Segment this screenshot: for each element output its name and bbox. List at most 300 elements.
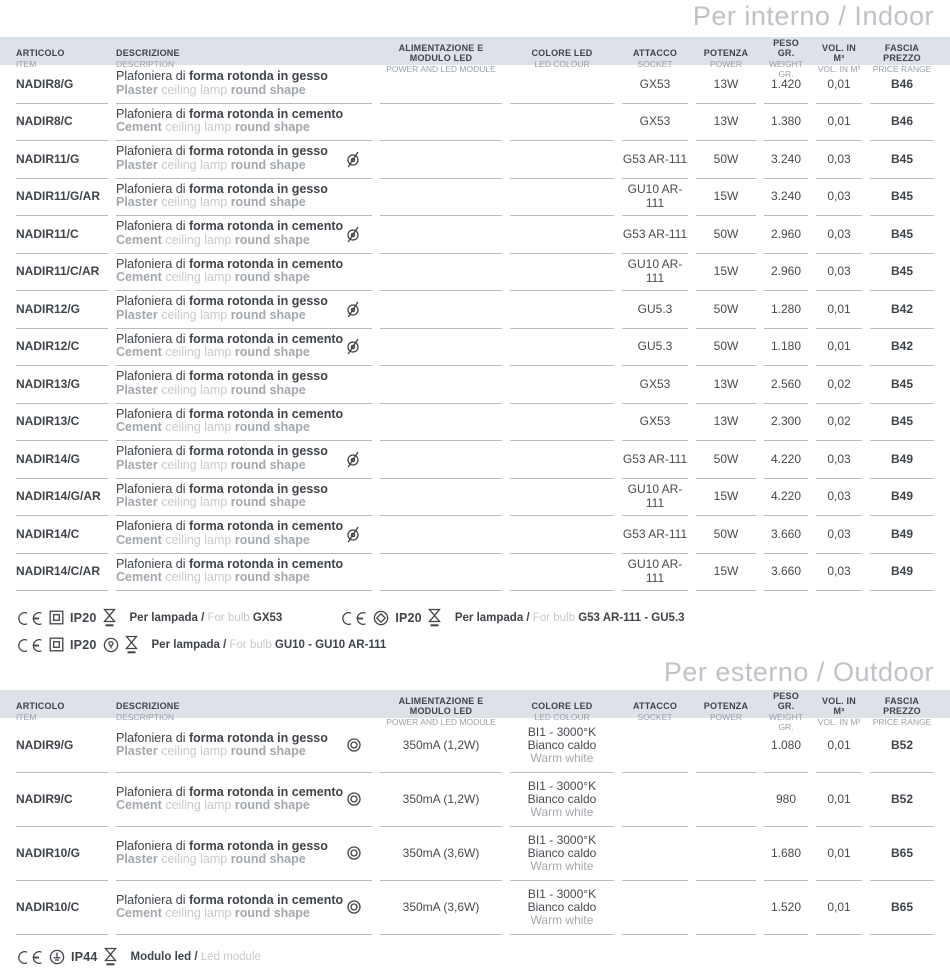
description-en: [116, 346, 343, 360]
socket-cell: GU5.3: [622, 328, 688, 367]
led-colour-cell: [510, 65, 614, 104]
volume-cell: 0,03: [816, 478, 862, 517]
description-en-type: ceiling lamp: [161, 195, 228, 210]
column-label-it: ARTICOLO: [16, 701, 65, 711]
lamp-symbol-icon: [103, 637, 119, 653]
description-it-regular: Plafoniera di: [116, 406, 186, 421]
description-it-bold: forma rotonda in cemento: [188, 784, 344, 799]
led-colour-en: Warm white: [530, 804, 594, 819]
column-label-en: WEIGHT GR.: [769, 59, 803, 79]
volume-cell: 0,01: [816, 103, 862, 142]
column-label-en: LED COLOUR: [534, 712, 590, 722]
description-it: [116, 333, 343, 347]
column-label-it: ALIMENTAZIONE E MODULO LED: [398, 43, 484, 63]
description-en-type: ceiling lamp: [161, 457, 228, 472]
description-en-material: Plaster: [116, 382, 158, 397]
description-en-type: ceiling lamp: [161, 495, 228, 510]
hourglass-icon: [428, 608, 441, 627]
led-colour-cell: [510, 140, 614, 179]
column-label-it: DESCRIZIONE: [116, 701, 180, 711]
description-en-shape: round shape: [234, 420, 310, 435]
description-en-material: Plaster: [116, 852, 158, 866]
led-colour-it: Bianco caldo: [527, 899, 597, 914]
led-colour-code: BI1 - 3000°K: [527, 886, 597, 901]
description-it-regular: Plafoniera di: [116, 444, 186, 459]
power-module-cell: [380, 103, 502, 142]
class-ii-insulation-icon: [49, 637, 64, 652]
socket-cell: G53 AR-111: [622, 140, 688, 179]
power-cell: [696, 772, 756, 827]
description-cell: [116, 328, 372, 367]
power-module-cell: [380, 365, 502, 404]
power-module-cell: [380, 328, 502, 367]
article-code: NADIR12/C: [16, 328, 108, 367]
volume-cell: 0,02: [816, 365, 862, 404]
power-module-cell: [380, 515, 502, 554]
footnote-label-it: Per lampada /: [454, 611, 530, 624]
column-label-it: POTENZA: [703, 48, 749, 58]
description-it-regular: Plafoniera di: [116, 144, 186, 159]
description-en-material: Plaster: [116, 495, 158, 510]
hourglass-icon: [104, 947, 117, 966]
led-colour-cell: [510, 880, 614, 935]
description-it: [116, 483, 328, 497]
description-en: [116, 745, 328, 759]
column-label-it: DESCRIZIONE: [116, 48, 180, 58]
bulb-not-included-icon: [344, 525, 362, 543]
power-module-cell: [380, 215, 502, 254]
table-row: [0, 478, 950, 516]
description-en-material: Plaster: [116, 307, 158, 322]
hourglass-icon: [125, 635, 138, 654]
description-it-bold: forma rotonda in gesso: [188, 369, 328, 384]
led-colour-cell: [510, 365, 614, 404]
weight-cell: 2.560: [764, 365, 808, 404]
description-en-material: Cement: [116, 232, 162, 247]
description-en-shape: round shape: [230, 195, 306, 210]
table-row: [0, 253, 950, 291]
description-en-type: ceiling lamp: [165, 798, 232, 812]
socket-cell: G53 AR-111: [622, 215, 688, 254]
article-code: NADIR9/C: [16, 772, 108, 827]
description-cell: [116, 718, 372, 773]
footnote-text: [130, 612, 283, 624]
diamond-circle-icon: [373, 610, 389, 626]
column-label-en: SOCKET: [637, 712, 673, 722]
footnote-bulb-value: GX53: [249, 611, 283, 624]
description-text: [116, 145, 328, 172]
led-colour-en: Warm white: [530, 858, 594, 873]
description-en-material: Cement: [116, 570, 162, 585]
weight-cell: 1.380: [764, 103, 808, 142]
article-code: NADIR13/C: [16, 403, 108, 442]
volume-cell: 0,03: [816, 140, 862, 179]
led-colour-cell: [510, 718, 614, 773]
description-it-bold: forma rotonda in cemento: [188, 406, 344, 421]
description-en-type: ceiling lamp: [161, 157, 228, 172]
description-it-regular: Plafoniera di: [116, 69, 186, 84]
description-it-bold: forma rotonda in cemento: [188, 556, 344, 571]
volume-cell: 0,01: [816, 826, 862, 881]
description-it-regular: Plafoniera di: [116, 106, 186, 121]
footnote-label-en: For bulb: [529, 611, 576, 624]
column-label-en: LED COLOUR: [534, 59, 590, 69]
ce-mark-icon: [340, 610, 367, 626]
description-cell: [116, 140, 372, 179]
description-it: [116, 894, 343, 908]
led-colour-en: Warm white: [530, 912, 594, 927]
description-text: [116, 732, 328, 759]
description-it-regular: Plafoniera di: [116, 838, 186, 853]
description-en-material: Cement: [116, 906, 162, 920]
column-label-it: PESO GR.: [773, 691, 799, 711]
power-cell: 13W: [696, 103, 756, 142]
description-it-bold: forma rotonda in gesso: [188, 144, 328, 159]
description-en-material: Cement: [116, 270, 162, 285]
price-range-cell: B49: [870, 478, 934, 517]
description-en-shape: round shape: [234, 906, 310, 920]
socket-cell: GU10 AR-111: [622, 553, 688, 592]
description-text: [116, 558, 343, 585]
description-text: [116, 786, 343, 813]
column-label-it: ATTACCO: [632, 48, 678, 58]
column-label-it: ALIMENTAZIONE E MODULO LED: [398, 696, 484, 716]
indoor-section-title: Per interno / Indoor: [692, 1, 934, 31]
article-code: NADIR14/C: [16, 515, 108, 554]
table-row: [0, 65, 950, 103]
description-it: [116, 220, 343, 234]
footnote-text: [152, 639, 387, 651]
socket-cell: GU10 AR-111: [622, 478, 688, 517]
power-module-cell: [380, 290, 502, 329]
description-it-bold: forma rotonda in gesso: [188, 481, 328, 496]
bulb-not-included-icon: [344, 300, 362, 318]
description-en-shape: round shape: [234, 570, 310, 585]
description-en: [116, 159, 328, 173]
description-en-shape: round shape: [234, 232, 310, 247]
description-en-type: ceiling lamp: [165, 345, 232, 360]
column-label-en: POWER: [709, 59, 743, 69]
volume-cell: 0,01: [816, 718, 862, 773]
led-module-icon: [346, 737, 362, 753]
footnote-label-en: Led module: [197, 950, 261, 963]
footnote-line: [16, 631, 934, 658]
description-en-material: Cement: [116, 420, 162, 435]
description-en-type: ceiling lamp: [161, 82, 228, 97]
power-cell: 15W: [696, 553, 756, 592]
socket-cell: GU10 AR-111: [622, 178, 688, 217]
article-code: NADIR11/C/AR: [16, 253, 108, 292]
power-module-cell: [380, 440, 502, 479]
column-label-it: ATTACCO: [632, 701, 678, 711]
description-en-material: Plaster: [116, 457, 158, 472]
description-en-type: ceiling lamp: [165, 270, 232, 285]
description-en-type: ceiling lamp: [165, 120, 232, 135]
description-en-shape: round shape: [234, 270, 310, 285]
power-cell: 13W: [696, 65, 756, 104]
led-module-icon: [346, 899, 362, 915]
socket-cell: GX53: [622, 65, 688, 104]
hourglass-icon: [103, 608, 116, 627]
bulb-not-included-icon: [344, 450, 362, 468]
column-label-en: DESCRIPTION: [116, 712, 175, 722]
price-range-cell: B49: [870, 553, 934, 592]
description-text: [116, 483, 328, 510]
description-text: [116, 333, 343, 360]
table-row: [0, 103, 950, 141]
description-en: [116, 496, 328, 510]
column-label-en: PRICE RANGE: [872, 64, 932, 74]
column-label-it: COLORE LED: [531, 48, 593, 58]
description-text: [116, 445, 328, 472]
power-cell: 15W: [696, 178, 756, 217]
column-label-it: FASCIA PREZZO: [883, 43, 921, 63]
description-cell: [116, 365, 372, 404]
description-text: [116, 894, 343, 921]
description-en-shape: round shape: [230, 307, 306, 322]
article-code: NADIR14/C/AR: [16, 553, 108, 592]
description-it: [116, 732, 328, 746]
volume-cell: 0,01: [816, 65, 862, 104]
led-colour-code: BI1 - 3000°K: [527, 832, 597, 847]
power-module-cell: 350mA (3,6W): [380, 826, 502, 881]
socket-cell: [622, 772, 688, 827]
ce-mark-icon: [16, 610, 43, 626]
description-en-type: ceiling lamp: [165, 906, 232, 920]
price-range-cell: B49: [870, 515, 934, 554]
power-module-cell: [380, 65, 502, 104]
description-it-bold: forma rotonda in gesso: [188, 69, 328, 84]
description-it-bold: forma rotonda in cemento: [188, 106, 344, 121]
description-text: [116, 108, 343, 135]
footnote-text: [131, 951, 261, 963]
description-en-material: Plaster: [116, 157, 158, 172]
description-cell: [116, 103, 372, 142]
led-colour-cell: [510, 215, 614, 254]
description-it-bold: forma rotonda in cemento: [188, 892, 344, 907]
description-it-bold: forma rotonda in gesso: [188, 444, 328, 459]
description-en: [116, 459, 328, 473]
description-it-regular: Plafoniera di: [116, 294, 186, 309]
led-colour-cell: [510, 290, 614, 329]
description-en-material: Plaster: [116, 744, 158, 758]
footnote-bulb-value: G53 AR-111 - GU5.3: [575, 611, 685, 624]
price-range-cell: B42: [870, 328, 934, 367]
description-it-regular: Plafoniera di: [116, 369, 186, 384]
description-en: [116, 534, 343, 548]
column-label-it: ARTICOLO: [16, 48, 65, 58]
certification-group: [16, 608, 282, 627]
weight-cell: 3.660: [764, 515, 808, 554]
description-en: [116, 421, 343, 435]
description-it-regular: Plafoniera di: [116, 892, 186, 907]
description-en: [116, 799, 343, 813]
column-label-en: POWER: [709, 712, 743, 722]
price-range-cell: B65: [870, 826, 934, 881]
description-it-bold: forma rotonda in cemento: [188, 331, 344, 346]
indoor-table-body: [0, 65, 950, 590]
description-cell: [116, 65, 372, 104]
socket-cell: GX53: [622, 103, 688, 142]
power-cell: 50W: [696, 290, 756, 329]
description-it: [116, 258, 343, 272]
column-label-en: POWER AND LED MODULE: [386, 717, 496, 727]
led-colour-cell: [510, 515, 614, 554]
column-label-en: ITEM: [16, 712, 37, 722]
volume-cell: 0,03: [816, 215, 862, 254]
led-colour-code: BI1 - 3000°K: [527, 778, 597, 793]
weight-cell: 980: [764, 772, 808, 827]
ip-rating: IP20: [70, 637, 97, 652]
weight-cell: 2.960: [764, 253, 808, 292]
article-code: NADIR14/G/AR: [16, 478, 108, 517]
description-en-shape: round shape: [230, 82, 306, 97]
description-it: [116, 370, 328, 384]
volume-cell: 0,01: [816, 880, 862, 935]
led-colour-cell: [510, 328, 614, 367]
led-module-icon: [346, 791, 362, 807]
power-module-cell: 350mA (1,2W): [380, 772, 502, 827]
table-row: [0, 826, 950, 880]
weight-cell: 3.240: [764, 178, 808, 217]
power-module-cell: [380, 140, 502, 179]
description-en-type: ceiling lamp: [161, 307, 228, 322]
weight-cell: 1.520: [764, 880, 808, 935]
power-cell: 50W: [696, 515, 756, 554]
description-en: [116, 309, 328, 323]
footnote-bulb-value: GU10 - GU10 AR-111: [271, 638, 387, 651]
weight-cell: 4.220: [764, 478, 808, 517]
price-range-cell: B45: [870, 403, 934, 442]
weight-cell: 1.180: [764, 328, 808, 367]
description-en-type: ceiling lamp: [165, 532, 232, 547]
led-colour-cell: [510, 178, 614, 217]
description-it: [116, 295, 328, 309]
description-text: [116, 70, 328, 97]
earth-symbol-icon: [49, 949, 65, 965]
certification-group: [340, 608, 684, 627]
table-row: [0, 290, 950, 328]
weight-cell: 1.680: [764, 826, 808, 881]
certification-group: [16, 947, 261, 966]
power-module-cell: 350mA (3,6W): [380, 880, 502, 935]
socket-cell: G53 AR-111: [622, 440, 688, 479]
footnote-line: [16, 943, 934, 970]
description-text: [116, 258, 343, 285]
description-text: [116, 295, 328, 322]
description-it-regular: Plafoniera di: [116, 219, 186, 234]
column-label-en: VOL. IN M³: [817, 717, 861, 727]
table-row: [0, 215, 950, 253]
article-code: NADIR11/C: [16, 215, 108, 254]
indoor-footnotes: [0, 590, 950, 687]
weight-cell: 1.080: [764, 718, 808, 773]
description-cell: [116, 253, 372, 292]
certification-group: [16, 635, 386, 654]
volume-cell: 0,03: [816, 553, 862, 592]
footnote-label-it: Per lampada /: [151, 638, 227, 651]
column-label-en: PRICE RANGE: [872, 717, 932, 727]
ip-rating: IP44: [71, 949, 98, 964]
description-en-type: ceiling lamp: [161, 852, 228, 866]
description-en-shape: round shape: [230, 852, 306, 866]
article-code: NADIR11/G/AR: [16, 178, 108, 217]
description-en-shape: round shape: [230, 495, 306, 510]
weight-cell: 4.220: [764, 440, 808, 479]
footnote-label-it: Modulo led /: [130, 950, 198, 963]
column-label-en: POWER AND LED MODULE: [386, 64, 496, 74]
article-code: NADIR10/G: [16, 826, 108, 881]
description-it: [116, 840, 328, 854]
description-it-regular: Plafoniera di: [116, 331, 186, 346]
description-en-shape: round shape: [234, 120, 310, 135]
table-row: [0, 403, 950, 441]
description-it: [116, 108, 343, 122]
volume-cell: 0,03: [816, 253, 862, 292]
outdoor-footnotes: [0, 934, 950, 970]
column-label-en: WEIGHT GR.: [769, 712, 803, 732]
description-it-bold: forma rotonda in gesso: [188, 294, 328, 309]
bulb-not-included-icon: [344, 337, 362, 355]
led-colour-cell: [510, 826, 614, 881]
weight-cell: 1.280: [764, 290, 808, 329]
weight-cell: 3.240: [764, 140, 808, 179]
description-en: [116, 853, 328, 867]
led-colour-cell: [510, 403, 614, 442]
column-label-en: ITEM: [16, 59, 37, 69]
description-it-regular: Plafoniera di: [116, 481, 186, 496]
power-cell: 15W: [696, 253, 756, 292]
description-en-shape: round shape: [234, 798, 310, 812]
description-it-regular: Plafoniera di: [116, 784, 186, 799]
footnote-label-en: For bulb: [204, 611, 250, 624]
price-range-cell: B65: [870, 880, 934, 935]
footnote-line: [16, 604, 934, 631]
power-cell: 15W: [696, 478, 756, 517]
price-range-cell: B45: [870, 215, 934, 254]
article-code: NADIR8/G: [16, 65, 108, 104]
ip-rating: IP20: [70, 610, 97, 625]
article-code: NADIR9/G: [16, 718, 108, 773]
footnote-label-it: Per lampada /: [129, 611, 205, 624]
column-label-it: POTENZA: [703, 701, 749, 711]
article-code: NADIR13/G: [16, 365, 108, 404]
description-cell: [116, 826, 372, 881]
description-it-regular: Plafoniera di: [116, 519, 186, 534]
table-row: [0, 515, 950, 553]
column-label-it: VOL. IN M³: [822, 696, 856, 716]
description-en-type: ceiling lamp: [165, 570, 232, 585]
description-en: [116, 196, 328, 210]
description-it: [116, 70, 328, 84]
description-text: [116, 840, 328, 867]
description-it: [116, 520, 343, 534]
table-row: [0, 365, 950, 403]
led-colour-cell: [510, 440, 614, 479]
description-en: [116, 84, 328, 98]
power-module-cell: [380, 478, 502, 517]
power-module-cell: [380, 403, 502, 442]
led-colour-it: Bianco caldo: [527, 845, 597, 860]
table-row: [0, 140, 950, 178]
socket-cell: GU5.3: [622, 290, 688, 329]
table-row: [0, 880, 950, 934]
socket-cell: G53 AR-111: [622, 515, 688, 554]
description-it-bold: forma rotonda in gesso: [188, 181, 328, 196]
weight-cell: 2.960: [764, 215, 808, 254]
outdoor-table-body: [0, 718, 950, 934]
led-colour-it: Bianco caldo: [527, 737, 597, 752]
